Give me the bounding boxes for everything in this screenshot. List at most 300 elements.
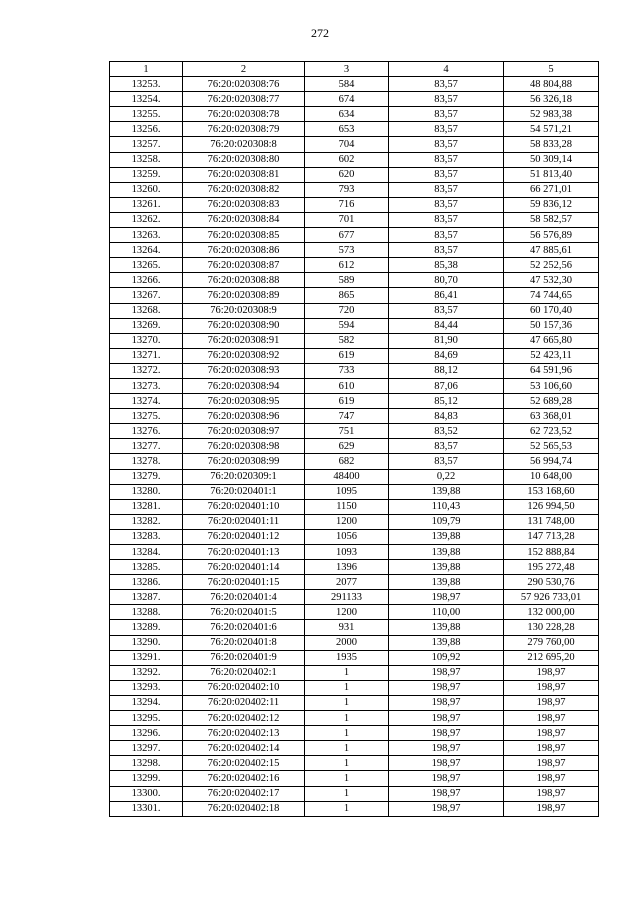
value-cell: 198,97 <box>504 786 599 801</box>
cadastral-number-cell: 76:20:020401:15 <box>183 575 305 590</box>
cadastral-number-cell: 76:20:020308:99 <box>183 454 305 469</box>
table-row <box>110 711 599 726</box>
rate-cell: 83,57 <box>389 167 504 182</box>
cadastral-number-cell: 76:20:020308:82 <box>183 182 305 197</box>
rate-cell: 84,44 <box>389 318 504 333</box>
value-cell: 48 804,88 <box>504 77 599 92</box>
row-number-cell: 13268. <box>110 303 183 318</box>
row-number-cell: 13278. <box>110 454 183 469</box>
value-cell: 56 994,74 <box>504 454 599 469</box>
rate-cell: 139,88 <box>389 545 504 560</box>
rate-cell: 83,57 <box>389 303 504 318</box>
area-cell: 1056 <box>305 529 389 544</box>
value-cell: 132 000,00 <box>504 605 599 620</box>
value-cell: 279 760,00 <box>504 635 599 650</box>
table-row <box>110 167 599 182</box>
row-number-cell: 13254. <box>110 92 183 107</box>
value-cell: 58 582,57 <box>504 212 599 227</box>
column-header: 5 <box>504 62 599 77</box>
table-row <box>110 650 599 665</box>
area-cell: 653 <box>305 122 389 137</box>
table-row <box>110 575 599 590</box>
area-cell: 589 <box>305 273 389 288</box>
cadastral-number-cell: 76:20:020401:12 <box>183 529 305 544</box>
row-number-cell: 13288. <box>110 605 183 620</box>
rate-cell: 83,57 <box>389 243 504 258</box>
row-number-cell: 13266. <box>110 273 183 288</box>
table-row <box>110 363 599 378</box>
area-cell: 612 <box>305 258 389 273</box>
row-number-cell: 13253. <box>110 77 183 92</box>
row-number-cell: 13281. <box>110 499 183 514</box>
row-number-cell: 13298. <box>110 756 183 771</box>
rate-cell: 83,57 <box>389 182 504 197</box>
table-row <box>110 635 599 650</box>
rate-cell: 83,57 <box>389 107 504 122</box>
table-row <box>110 560 599 575</box>
value-cell: 54 571,21 <box>504 122 599 137</box>
row-number-cell: 13272. <box>110 363 183 378</box>
rate-cell: 139,88 <box>389 620 504 635</box>
rate-cell: 83,57 <box>389 212 504 227</box>
rate-cell: 0,22 <box>389 469 504 484</box>
value-cell: 198,97 <box>504 756 599 771</box>
area-cell: 704 <box>305 137 389 152</box>
cadastral-number-cell: 76:20:020402:16 <box>183 771 305 786</box>
value-cell: 56 326,18 <box>504 92 599 107</box>
area-cell: 1 <box>305 771 389 786</box>
row-number-cell: 13284. <box>110 545 183 560</box>
value-cell: 126 994,50 <box>504 499 599 514</box>
cadastral-number-cell: 76:20:020308:90 <box>183 318 305 333</box>
column-header: 3 <box>305 62 389 77</box>
column-header: 4 <box>389 62 504 77</box>
cadastral-number-cell: 76:20:020401:9 <box>183 650 305 665</box>
table-row <box>110 590 599 605</box>
area-cell: 1200 <box>305 514 389 529</box>
cadastral-number-cell: 76:20:020308:77 <box>183 92 305 107</box>
row-number-cell: 13260. <box>110 182 183 197</box>
value-cell: 131 748,00 <box>504 514 599 529</box>
rate-cell: 81,90 <box>389 333 504 348</box>
area-cell: 751 <box>305 424 389 439</box>
area-cell: 584 <box>305 77 389 92</box>
value-cell: 50 309,14 <box>504 152 599 167</box>
value-cell: 62 723,52 <box>504 424 599 439</box>
cadastral-number-cell: 76:20:020401:6 <box>183 620 305 635</box>
area-cell: 1095 <box>305 484 389 499</box>
cadastral-number-cell: 76:20:020401:8 <box>183 635 305 650</box>
value-cell: 56 576,89 <box>504 228 599 243</box>
table-row <box>110 288 599 303</box>
rate-cell: 83,57 <box>389 77 504 92</box>
cadastral-number-cell: 76:20:020401:1 <box>183 484 305 499</box>
column-header: 1 <box>110 62 183 77</box>
row-number-cell: 13296. <box>110 726 183 741</box>
rate-cell: 198,97 <box>389 680 504 695</box>
row-number-cell: 13263. <box>110 228 183 243</box>
table-row <box>110 303 599 318</box>
value-cell: 198,97 <box>504 726 599 741</box>
page-number: 272 <box>311 26 329 40</box>
rate-cell: 83,57 <box>389 439 504 454</box>
rate-cell: 198,97 <box>389 665 504 680</box>
table-row <box>110 258 599 273</box>
cadastral-number-cell: 76:20:020308:97 <box>183 424 305 439</box>
area-cell: 634 <box>305 107 389 122</box>
row-number-cell: 13277. <box>110 439 183 454</box>
value-cell: 198,97 <box>504 741 599 756</box>
rate-cell: 83,57 <box>389 152 504 167</box>
cadastral-number-cell: 76:20:020402:18 <box>183 801 305 816</box>
area-cell: 1 <box>305 741 389 756</box>
cadastral-number-cell: 76:20:020308:88 <box>183 273 305 288</box>
rate-cell: 84,83 <box>389 409 504 424</box>
cadastral-number-cell: 76:20:020308:86 <box>183 243 305 258</box>
area-cell: 610 <box>305 378 389 393</box>
row-number-cell: 13297. <box>110 741 183 756</box>
row-number-cell: 13299. <box>110 771 183 786</box>
row-number-cell: 13276. <box>110 424 183 439</box>
cadastral-number-cell: 76:20:020308:76 <box>183 77 305 92</box>
value-cell: 64 591,96 <box>504 363 599 378</box>
value-cell: 198,97 <box>504 665 599 680</box>
row-number-cell: 13282. <box>110 514 183 529</box>
value-cell: 63 368,01 <box>504 409 599 424</box>
area-cell: 716 <box>305 197 389 212</box>
cadastral-number-cell: 76:20:020401:14 <box>183 560 305 575</box>
row-number-cell: 13295. <box>110 711 183 726</box>
area-cell: 1 <box>305 786 389 801</box>
area-cell: 1200 <box>305 605 389 620</box>
rate-cell: 198,97 <box>389 741 504 756</box>
cadastral-number-cell: 76:20:020308:98 <box>183 439 305 454</box>
value-cell: 52 423,11 <box>504 348 599 363</box>
table-row <box>110 499 599 514</box>
row-number-cell: 13287. <box>110 590 183 605</box>
table-row <box>110 605 599 620</box>
rate-cell: 83,57 <box>389 92 504 107</box>
table-row <box>110 801 599 816</box>
rate-cell: 109,79 <box>389 514 504 529</box>
area-cell: 602 <box>305 152 389 167</box>
table-row <box>110 741 599 756</box>
row-number-cell: 13290. <box>110 635 183 650</box>
table-row <box>110 439 599 454</box>
value-cell: 59 836,12 <box>504 197 599 212</box>
rate-cell: 83,57 <box>389 197 504 212</box>
cadastral-number-cell: 76:20:020308:92 <box>183 348 305 363</box>
rate-cell: 87,06 <box>389 378 504 393</box>
cadastral-number-cell: 76:20:020308:78 <box>183 107 305 122</box>
value-cell: 198,97 <box>504 680 599 695</box>
cadastral-number-cell: 76:20:020402:10 <box>183 680 305 695</box>
area-cell: 1 <box>305 756 389 771</box>
row-number-cell: 13283. <box>110 529 183 544</box>
area-cell: 619 <box>305 348 389 363</box>
area-cell: 582 <box>305 333 389 348</box>
table-row <box>110 545 599 560</box>
area-cell: 620 <box>305 167 389 182</box>
area-cell: 1 <box>305 680 389 695</box>
rate-cell: 110,43 <box>389 499 504 514</box>
row-number-cell: 13291. <box>110 650 183 665</box>
table-row <box>110 197 599 212</box>
cadastral-number-cell: 76:20:020308:85 <box>183 228 305 243</box>
rate-cell: 109,92 <box>389 650 504 665</box>
row-number-cell: 13271. <box>110 348 183 363</box>
cadastral-number-cell: 76:20:020401:10 <box>183 499 305 514</box>
area-cell: 1 <box>305 801 389 816</box>
table-row <box>110 107 599 122</box>
table-row <box>110 409 599 424</box>
rate-cell: 198,97 <box>389 695 504 710</box>
table-row <box>110 695 599 710</box>
value-cell: 50 157,36 <box>504 318 599 333</box>
value-cell: 130 228,28 <box>504 620 599 635</box>
cadastral-number-cell: 76:20:020308:84 <box>183 212 305 227</box>
cadastral-number-cell: 76:20:020308:91 <box>183 333 305 348</box>
cadastral-number-cell: 76:20:020308:89 <box>183 288 305 303</box>
area-cell: 674 <box>305 92 389 107</box>
row-number-cell: 13255. <box>110 107 183 122</box>
row-number-cell: 13270. <box>110 333 183 348</box>
area-cell: 677 <box>305 228 389 243</box>
row-number-cell: 13269. <box>110 318 183 333</box>
value-cell: 290 530,76 <box>504 575 599 590</box>
cadastral-number-cell: 76:20:020401:13 <box>183 545 305 560</box>
table-body <box>110 77 599 817</box>
table-row <box>110 484 599 499</box>
value-cell: 52 565,53 <box>504 439 599 454</box>
table-row <box>110 318 599 333</box>
cadastral-number-cell: 76:20:020308:94 <box>183 378 305 393</box>
value-cell: 47 665,80 <box>504 333 599 348</box>
row-number-cell: 13293. <box>110 680 183 695</box>
value-cell: 147 713,28 <box>504 529 599 544</box>
table-row <box>110 273 599 288</box>
row-number-cell: 13279. <box>110 469 183 484</box>
cadastral-number-cell: 76:20:020402:15 <box>183 756 305 771</box>
area-cell: 594 <box>305 318 389 333</box>
cadastral-number-cell: 76:20:020402:17 <box>183 786 305 801</box>
table-row <box>110 152 599 167</box>
area-cell: 48400 <box>305 469 389 484</box>
area-cell: 1150 <box>305 499 389 514</box>
value-cell: 47 885,61 <box>504 243 599 258</box>
rate-cell: 198,97 <box>389 801 504 816</box>
area-cell: 619 <box>305 394 389 409</box>
value-cell: 57 926 733,01 <box>504 590 599 605</box>
cadastral-number-cell: 76:20:020309:1 <box>183 469 305 484</box>
area-cell: 682 <box>305 454 389 469</box>
rate-cell: 80,70 <box>389 273 504 288</box>
cadastral-number-cell: 76:20:020402:1 <box>183 665 305 680</box>
table-row <box>110 469 599 484</box>
cadastral-number-cell: 76:20:020401:11 <box>183 514 305 529</box>
table-row <box>110 529 599 544</box>
row-number-cell: 13267. <box>110 288 183 303</box>
area-cell: 573 <box>305 243 389 258</box>
value-cell: 60 170,40 <box>504 303 599 318</box>
area-cell: 733 <box>305 363 389 378</box>
rate-cell: 198,97 <box>389 711 504 726</box>
table-row <box>110 77 599 92</box>
row-number-cell: 13294. <box>110 695 183 710</box>
rate-cell: 83,57 <box>389 454 504 469</box>
area-cell: 291133 <box>305 590 389 605</box>
row-number-cell: 13292. <box>110 665 183 680</box>
rate-cell: 84,69 <box>389 348 504 363</box>
value-cell: 47 532,30 <box>504 273 599 288</box>
cadastral-number-cell: 76:20:020308:81 <box>183 167 305 182</box>
table-header-row <box>110 62 599 77</box>
value-cell: 51 813,40 <box>504 167 599 182</box>
table-row <box>110 137 599 152</box>
table-row <box>110 333 599 348</box>
value-cell: 66 271,01 <box>504 182 599 197</box>
area-cell: 720 <box>305 303 389 318</box>
rate-cell: 139,88 <box>389 560 504 575</box>
row-number-cell: 13259. <box>110 167 183 182</box>
cadastral-number-cell: 76:20:020308:80 <box>183 152 305 167</box>
rate-cell: 83,57 <box>389 137 504 152</box>
table-row <box>110 454 599 469</box>
area-cell: 2000 <box>305 635 389 650</box>
value-cell: 53 106,60 <box>504 378 599 393</box>
row-number-cell: 13258. <box>110 152 183 167</box>
row-number-cell: 13265. <box>110 258 183 273</box>
table-row <box>110 378 599 393</box>
table-row <box>110 122 599 137</box>
table-row <box>110 756 599 771</box>
table-row <box>110 92 599 107</box>
cadastral-number-cell: 76:20:020401:5 <box>183 605 305 620</box>
row-number-cell: 13275. <box>110 409 183 424</box>
table-row <box>110 786 599 801</box>
table-row <box>110 665 599 680</box>
cadastral-number-cell: 76:20:020401:4 <box>183 590 305 605</box>
row-number-cell: 13285. <box>110 560 183 575</box>
value-cell: 74 744,65 <box>504 288 599 303</box>
area-cell: 1093 <box>305 545 389 560</box>
table-row <box>110 212 599 227</box>
value-cell: 58 833,28 <box>504 137 599 152</box>
area-cell: 629 <box>305 439 389 454</box>
area-cell: 931 <box>305 620 389 635</box>
value-cell: 52 252,56 <box>504 258 599 273</box>
rate-cell: 110,00 <box>389 605 504 620</box>
area-cell: 1935 <box>305 650 389 665</box>
rate-cell: 198,97 <box>389 756 504 771</box>
area-cell: 1396 <box>305 560 389 575</box>
cadastral-number-cell: 76:20:020402:14 <box>183 741 305 756</box>
cadastral-number-cell: 76:20:020308:93 <box>183 363 305 378</box>
cadastral-number-cell: 76:20:020308:8 <box>183 137 305 152</box>
rate-cell: 139,88 <box>389 575 504 590</box>
cadastral-value-table <box>109 61 599 817</box>
area-cell: 701 <box>305 212 389 227</box>
table-row <box>110 394 599 409</box>
value-cell: 198,97 <box>504 711 599 726</box>
row-number-cell: 13289. <box>110 620 183 635</box>
rate-cell: 88,12 <box>389 363 504 378</box>
rate-cell: 83,57 <box>389 122 504 137</box>
area-cell: 865 <box>305 288 389 303</box>
table-row <box>110 243 599 258</box>
row-number-cell: 13280. <box>110 484 183 499</box>
rate-cell: 139,88 <box>389 529 504 544</box>
value-cell: 198,97 <box>504 695 599 710</box>
cadastral-number-cell: 76:20:020308:79 <box>183 122 305 137</box>
area-cell: 1 <box>305 695 389 710</box>
value-cell: 10 648,00 <box>504 469 599 484</box>
rate-cell: 198,97 <box>389 786 504 801</box>
area-cell: 747 <box>305 409 389 424</box>
area-cell: 2077 <box>305 575 389 590</box>
row-number-cell: 13261. <box>110 197 183 212</box>
row-number-cell: 13301. <box>110 801 183 816</box>
value-cell: 198,97 <box>504 801 599 816</box>
rate-cell: 86,41 <box>389 288 504 303</box>
cadastral-number-cell: 76:20:020402:12 <box>183 711 305 726</box>
cadastral-number-cell: 76:20:020308:83 <box>183 197 305 212</box>
row-number-cell: 13256. <box>110 122 183 137</box>
rate-cell: 198,97 <box>389 590 504 605</box>
cadastral-number-cell: 76:20:020308:9 <box>183 303 305 318</box>
row-number-cell: 13257. <box>110 137 183 152</box>
table-row <box>110 228 599 243</box>
table-row <box>110 680 599 695</box>
rate-cell: 198,97 <box>389 726 504 741</box>
area-cell: 1 <box>305 665 389 680</box>
rate-cell: 85,12 <box>389 394 504 409</box>
cadastral-number-cell: 76:20:020402:13 <box>183 726 305 741</box>
table-row <box>110 424 599 439</box>
row-number-cell: 13300. <box>110 786 183 801</box>
cadastral-number-cell: 76:20:020308:87 <box>183 258 305 273</box>
value-cell: 152 888,84 <box>504 545 599 560</box>
row-number-cell: 13274. <box>110 394 183 409</box>
rate-cell: 83,52 <box>389 424 504 439</box>
value-cell: 52 689,28 <box>504 394 599 409</box>
row-number-cell: 13273. <box>110 378 183 393</box>
rate-cell: 139,88 <box>389 635 504 650</box>
table-row <box>110 771 599 786</box>
table-row <box>110 182 599 197</box>
value-cell: 153 168,60 <box>504 484 599 499</box>
cadastral-number-cell: 76:20:020402:11 <box>183 695 305 710</box>
rate-cell: 139,88 <box>389 484 504 499</box>
column-header: 2 <box>183 62 305 77</box>
row-number-cell: 13262. <box>110 212 183 227</box>
value-cell: 212 695,20 <box>504 650 599 665</box>
rate-cell: 83,57 <box>389 228 504 243</box>
area-cell: 793 <box>305 182 389 197</box>
row-number-cell: 13286. <box>110 575 183 590</box>
cadastral-number-cell: 76:20:020308:95 <box>183 394 305 409</box>
rate-cell: 198,97 <box>389 771 504 786</box>
table-row <box>110 514 599 529</box>
row-number-cell: 13264. <box>110 243 183 258</box>
value-cell: 198,97 <box>504 771 599 786</box>
rate-cell: 85,38 <box>389 258 504 273</box>
value-cell: 195 272,48 <box>504 560 599 575</box>
table-row <box>110 620 599 635</box>
value-cell: 52 983,38 <box>504 107 599 122</box>
cadastral-number-cell: 76:20:020308:96 <box>183 409 305 424</box>
area-cell: 1 <box>305 726 389 741</box>
